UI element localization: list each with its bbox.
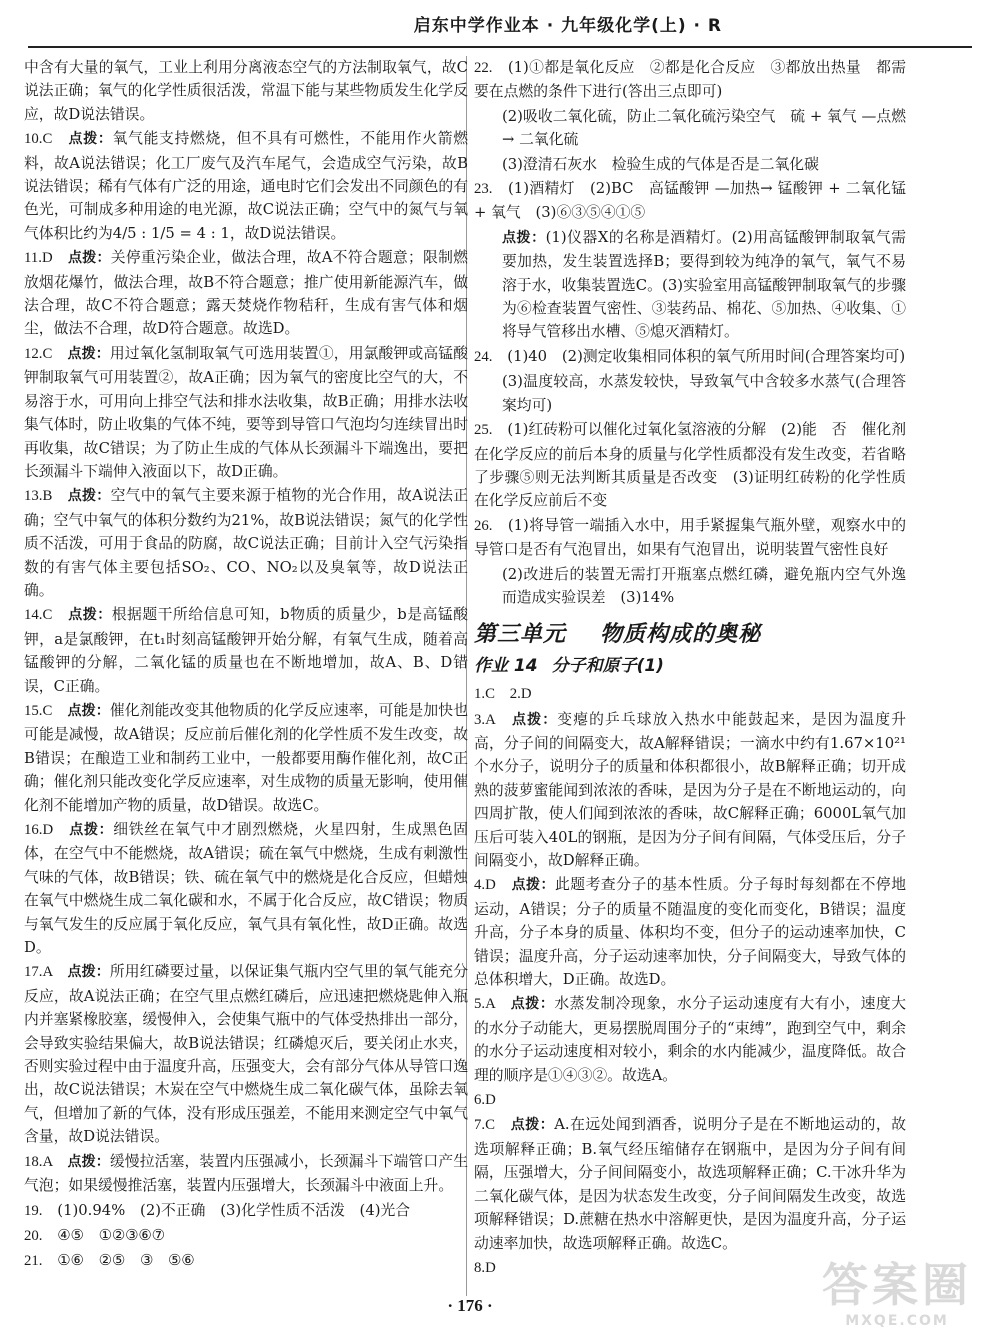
- answer-number: 24.: [474, 348, 508, 365]
- answer-text: 中含有大量的氧气，工业上利用分离液态空气的方法制取氧气，故C说法正确；氧气的化学性质很活泼，常温下能与某些物质发生化学反应，故D说法错误。: [24, 59, 468, 123]
- unit-title: 物质构成的奥秘: [600, 622, 762, 648]
- answer-item: [474, 177, 906, 225]
- unit-heading: [474, 623, 906, 646]
- answer-item: [24, 818, 468, 959]
- answer-text: 氧气能支持燃烧，但不具有可燃性，不能用作火箭燃料，故A说法错误；化工厂废气及汽车尾气，会造成空气污染，故B说法错误；稀有气体有广泛的用途，通电时它们会发出不同颜色的有色光，可制成多种用途的电光源，故C说法正确；空气中的氮气与氧气体积比约为4/5 : 1/5 = 4 : 1，故D说法错误。: [24, 130, 469, 242]
- answer-item: [474, 418, 906, 513]
- hint-label: 点拨：: [67, 488, 111, 505]
- hint-label: 点拨：: [511, 711, 558, 728]
- answer-text: ①⑥ ②⑤ ③ ⑤⑥: [57, 1252, 195, 1270]
- answer-item: [474, 514, 906, 562]
- answer-number: 6.D: [474, 1092, 511, 1109]
- answer-number: 5.A: [474, 996, 511, 1013]
- hint-label: 点拨：: [510, 996, 555, 1013]
- watermark-url: MXQE.COM: [845, 1313, 949, 1329]
- unit-label: 第三单元: [474, 622, 567, 648]
- answer-item: [474, 873, 906, 991]
- answer-number: 4.D: [474, 877, 512, 894]
- answer-number: 15.C: [24, 702, 68, 719]
- answer-item: [474, 345, 906, 369]
- answer-item: [24, 246, 468, 341]
- answers-unit-2-end: [474, 56, 906, 609]
- answer-item: [474, 708, 906, 873]
- answer-text: A.在远处闻到酒香，说明分子是在不断地运动的，故选项解释正确；B.氧气经压缩储存在钢瓶中，是因为分子间有间隔，压强增大，分子间间隔变小，故选项解释正确；C.干冰升华为二氧化碳气体，是因为状态发生改变，分子间间隔发生改变，故选项解释错误；D.蔗糖在热水中溶解更快，是因为温度升高，分子运动速率加快，故选项解释正确。故选C。: [474, 1116, 906, 1252]
- answer-number: 8.D: [474, 1259, 511, 1276]
- answer-number: 26.: [474, 517, 508, 534]
- homework-title: 分子和原子(1): [551, 655, 664, 676]
- answer-item: [24, 1224, 468, 1248]
- answer-text: (1)酒精灯 (2)BC 高锰酸钾 —加热→ 锰酸钾 + 二氧化锰 + 氧气 (3)⑥③⑤④①⑤: [474, 180, 906, 222]
- answer-number: 18.A: [24, 1153, 68, 1170]
- answer-number: 17.A: [24, 964, 68, 981]
- answer-item: [24, 1199, 468, 1223]
- answer-number: 7.C: [474, 1117, 511, 1134]
- hint-label: 点拨：: [67, 964, 110, 981]
- answer-item: [24, 1249, 468, 1273]
- hint-label: 点拨：: [69, 822, 114, 838]
- answer-number: 10.C: [24, 131, 69, 148]
- answer-text: 此题考查分子的基本性质。分子每时每刻都在不停地运动，A错误；分子的质量不随温度的变化而变化，B错误；温度升高，分子本身的质量、体积均不变，但分子的运动速率加快，C错误；温度升高，分子运动速率加快，分子间隔变大，导致气体的总体积增大，D正确。故选D。: [474, 876, 906, 989]
- answer-number: 13.B: [24, 488, 68, 505]
- answer-number: 16.D: [24, 822, 70, 838]
- answer-text: (1)将导管一端插入水中，用手紧握集气瓶外壁，观察水中的导管口是否有气泡冒出，如果有气泡冒出，说明装置气密性良好: [474, 516, 906, 559]
- answer-text: (3)澄清石灰水 检验生成的气体是否是二氧化碳: [502, 155, 819, 173]
- header-title: 启东中学作业本 · 九年级化学(上) · R: [413, 16, 722, 36]
- left-column: [24, 56, 468, 1275]
- hint-label: 点拨：: [68, 131, 113, 148]
- answer-text: 关停重污染企业，做法合理，故A不符合题意；限制燃放烟花爆竹，做法合理，故B不符合题意；推广使用新能源汽车，做法合理，故C不符合题意；露天焚烧作物秸秆，生成有害气体和烟尘，做法不合理，故D符合题意。故选D。: [24, 249, 468, 338]
- watermark-text: 答案圈: [822, 1258, 972, 1312]
- answers-homework-14: [474, 682, 906, 1280]
- answer-number: 3.A: [474, 711, 512, 728]
- hint-label: 点拨：: [511, 877, 556, 894]
- hint-label: 点拨：: [67, 702, 110, 719]
- hint-label: 点拨：: [67, 1153, 110, 1170]
- answer-text: 催化剂能改变其他物质的化学反应速率，可能是加快也可能是减慢，故A错误；反应前后催化剂的化学性质不发生改变，故B错误；在酿造工业和制药工业中，一般都要用酶作催化剂，故C正确；催化剂只能改变化学反应速率，对生成物的质量无影响，使用催化剂不能增加产物的质量，故D错误。故选C。: [24, 701, 469, 814]
- answer-item: [474, 370, 906, 417]
- answer-item: [24, 603, 468, 698]
- answer-item: [474, 992, 906, 1087]
- hint-label: 点拨：: [67, 250, 111, 267]
- answer-number: 14.C: [24, 607, 69, 624]
- answer-item: [474, 105, 906, 152]
- answer-item: [474, 153, 906, 176]
- answer-number: 11.D: [24, 250, 68, 267]
- answer-text: ④⑤ ①②③⑥⑦: [57, 1226, 165, 1244]
- answer-number: 12.C: [24, 345, 68, 362]
- answer-item: [24, 484, 468, 602]
- answer-number: 21.: [24, 1253, 58, 1270]
- hint-label: 点拨：: [510, 1117, 555, 1134]
- answer-item: [24, 960, 468, 1148]
- answer-item: [24, 56, 468, 126]
- hint-label: 点拨：: [502, 229, 546, 246]
- answer-text: (1)40 (2)测定收集相同体积的氧气所用时间(合理答案均可): [507, 347, 906, 365]
- answer-text: (1)仪器X的名称是酒精灯。(2)用高锰酸钾制取氧气需要加热，发生装置选择B；要得到较为纯净的氧气，氧气不易溶于水，收集装置选C。(3)实验室用高锰酸钾制取氧气的步骤为⑥检查装置气密性、③装药品、棉花、⑤加热、④收集、①将导气管移出水槽、⑤熄灭酒精灯。: [502, 228, 906, 341]
- answer-text: (2)吸收二氧化硫，防止二氧化硫污染空气 硫 + 氧气 —点燃→ 二氧化硫: [502, 107, 906, 149]
- answer-item: [474, 682, 906, 706]
- hint-label: 点拨：: [67, 345, 110, 362]
- answer-item: [474, 226, 906, 344]
- answer-text: 缓慢拉活塞，装置内压强减小，长颈漏斗下端管口产生气泡；如果缓慢推活塞，装置内压强增大，长颈漏斗中液面上升。: [24, 1152, 469, 1195]
- answer-item: [24, 1150, 468, 1198]
- answer-item: [24, 342, 468, 483]
- answer-text: (1)0.94% (2)不正确 (3)化学性质不活泼 (4)光合: [57, 1201, 411, 1219]
- answer-text: 根据题干所给信息可知，b物质的质量少，b是高锰酸钾，a是氯酸钾，在t₁时刻高锰酸钾开始分解，有氧气生成，随着高锰酸钾的分解，二氧化锰的质量也在不断地增加，故A、B、D错误，C正确。: [24, 606, 468, 695]
- answer-item: [474, 56, 906, 104]
- answer-number: 22.: [474, 60, 508, 76]
- answer-number: 25.: [474, 422, 508, 439]
- answer-number: 19.: [24, 1202, 58, 1219]
- answer-item: [24, 127, 468, 245]
- answer-item: [474, 1113, 906, 1254]
- answer-item: [474, 563, 906, 610]
- answer-text: (1)①都是氧化反应 ②都是化合反应 ③都放出热量 都需要在点燃的条件下进行(答出三点即可): [474, 59, 906, 101]
- homework-label: 作业 14: [474, 655, 538, 676]
- answer-number: 20.: [24, 1227, 58, 1244]
- answer-text: (1)红砖粉可以催化过氧化氢溶液的分解 (2)能 否 催化剂在化学反应的前后本身的质量与化学性质都没有发生改变，若省略了步骤⑤则无法判断其质量是否改变 (3)证明红砖粉的化学性质在化学反应前后不变: [474, 421, 906, 510]
- hint-label: 点拨：: [68, 607, 112, 624]
- page-number: · 176 ·: [447, 1296, 493, 1315]
- answer-number: 1.C 2.D: [474, 686, 547, 703]
- answer-text: 空气中的氧气主要来源于植物的光合作用，故A说法正确；空气中氧气的体积分数约为21%，故B说法错误；氮气的化学性质不活泼，可用于食品的防腐，故C说法正确；目前计入空气污染指数的有害气体主要包括SO₂、CO、NO₂以及臭氧等，故D说法正确。: [24, 487, 468, 599]
- answer-text: 用过氧化氢制取氧气可选用装置①，用氯酸钾或高锰酸钾制取氧气可用装置②，故A正确；因为氧气的密度比空气的大，不易溶于水，可用向上排空气法和排水法收集，故B正确；用排水法收集气体时，防止收集的气体不纯，要等到导管口气泡均匀连续冒出时再收集，故C错误；为了防止生成的气体从长颈漏斗下端逸出，要把长颈漏斗下端伸入液面以下，故D正确。: [24, 344, 469, 480]
- answer-text: (3)温度较高，水蒸发较快，导致氧气中含较多水蒸气(合理答案均可): [502, 373, 906, 414]
- answer-item: [474, 1088, 906, 1112]
- answer-text: 细铁丝在氧气中才剧烈燃烧，火星四射，生成黑色固体，在空气中不能燃烧，故A错误；硫在氧气中燃烧，生成有刺激性气味的气体，故B错误；铁、硫在氧气中的燃烧是化合反应，但蜡烛在氧气中燃烧生成二氧化碳和水，不属于化合反应，故C错误；物质与氧气发生的反应属于氧化反应，氧气具有氧化性，故D正确。故选D。: [24, 821, 468, 957]
- answer-text: 水蒸发制冷现象，水分子运动速度有大有小，速度大的水分子动能大，更易摆脱周围分子的“束缚”，跑到空气中，剩余的水分子运动速度相对较小，剩余的水内能减少，温度降低。故合理的顺序是①④③②。故选A。: [474, 995, 906, 1084]
- answer-text: 所用红磷要过量，以保证集气瓶内空气里的氧气能充分反应，故A说法正确；在空气里点燃红磷后，应迅速把燃烧匙伸入瓶内并塞紧橡胶塞，缓慢伸入，会使集气瓶中的气体受热排出一部分，会导致实验结果偏大，故B说法错误；红磷熄灭后，要关闭止水夹，否则实验过程中由于温度升高，压强变大，会有部分气体从导管口逸出，故C说法错误；木炭在空气中燃烧生成二氧化碳气体，虽除去氧气，但增加了新的气体，没有形成压强差，不能用来测定空气中氧气含量，故D说法错误。: [24, 963, 469, 1146]
- answer-number: 23.: [474, 181, 509, 198]
- right-column: [474, 56, 906, 1281]
- watermark: [802, 1258, 992, 1334]
- answer-text: 变瘪的乒乓球放入热水中能鼓起来，是因为温度升高，分子间的间隔变大，故A解释错误；一滴水中约有1.67×10²¹个水分子，说明分子的质量和体积都很小，故B解释正确；切开成熟的菠萝蜜能闻到浓浓的香味，是因为分子是在不断地运动的，向四周扩散，使人们闻到浓浓的香味，故C解释正确；6000L氧气加压后可装入40L的钢瓶，是因为分子间有间隔，气体受压后，分子间隔变小，故D解释正确。: [474, 710, 907, 869]
- answer-item: [24, 699, 468, 817]
- answer-text: (2)改进后的装置无需打开瓶塞点燃红磷，避免瓶内空气外逸而造成实验误差 (3)14%: [502, 565, 906, 606]
- homework-heading: [474, 655, 906, 678]
- page-header: [28, 8, 972, 48]
